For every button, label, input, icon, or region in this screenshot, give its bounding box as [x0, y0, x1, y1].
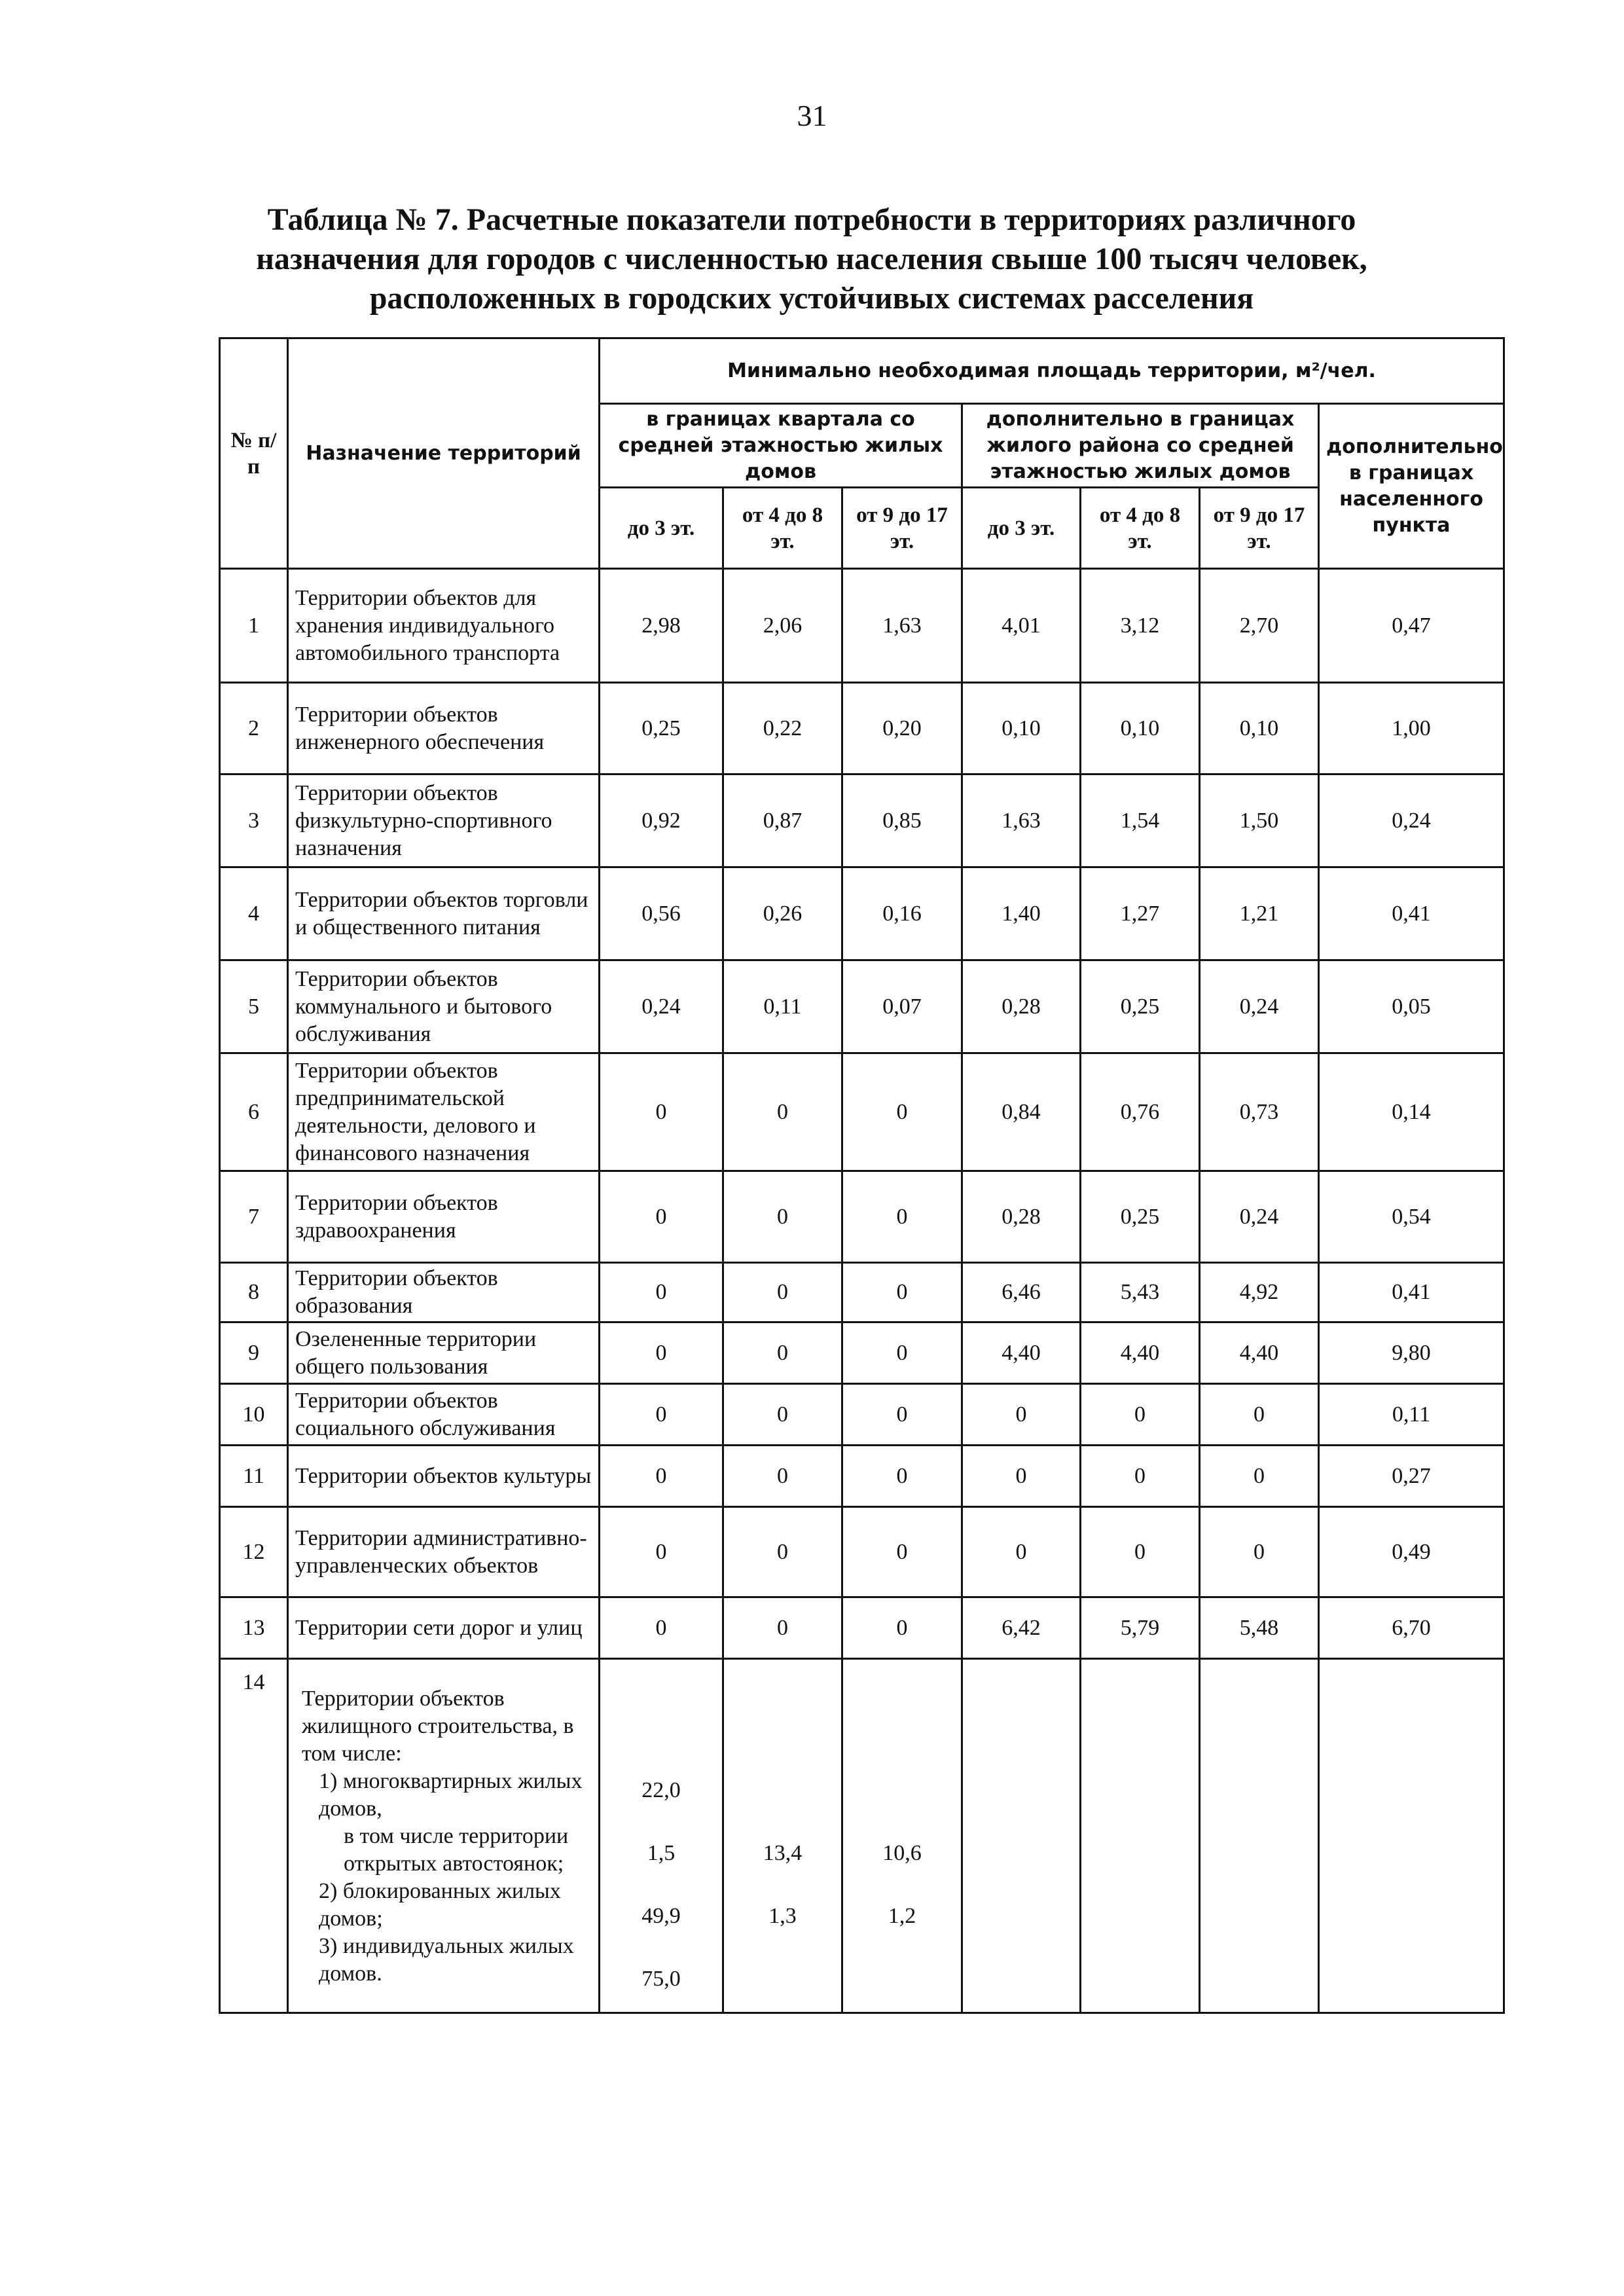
value-cell: 0,20: [842, 683, 962, 774]
table-row: [220, 1263, 1504, 1322]
value-cell: 0,28: [962, 960, 1081, 1053]
value-cell: 0,11: [1319, 1384, 1504, 1446]
value-cell: 6,70: [1319, 1597, 1504, 1659]
table-row: [220, 1384, 1504, 1446]
value-cell: 0,16: [842, 867, 962, 960]
value-cell: 0: [962, 1507, 1081, 1597]
value: 10,6: [882, 1841, 922, 1865]
value-cell: 0: [600, 1322, 723, 1384]
value-cell: 2,06: [723, 569, 842, 683]
row-number: 9: [220, 1322, 288, 1384]
table-row: [220, 1171, 1504, 1263]
norms-table: [219, 337, 1505, 2014]
value-cell: 0: [723, 1322, 842, 1384]
value-cell: 0,41: [1319, 867, 1504, 960]
header-group-quarter: в границах квартала со средней этажностью жилых домов: [600, 404, 962, 488]
value-cell: 0: [600, 1263, 723, 1322]
value-cell: 0: [600, 1053, 723, 1171]
value-cell: 0: [600, 1507, 723, 1597]
value-cell: 0: [723, 1384, 842, 1446]
value: 1,3: [768, 1904, 797, 1928]
header-group-district: дополнительно в границах жилого района со средней этажностью жилых домов: [962, 404, 1319, 488]
row-number: 10: [220, 1384, 288, 1446]
row-name: Территории объектов образования: [288, 1263, 600, 1322]
value-cell: 0: [1200, 1507, 1319, 1597]
value-cell: 1,63: [962, 774, 1081, 867]
header-floors-4-8: от 4 до 8 эт.: [723, 488, 842, 569]
value-cell: 0,07: [842, 960, 962, 1053]
header-floors-up3: до 3 эт.: [600, 488, 723, 569]
value: 49,9: [641, 1904, 681, 1928]
row-name: Территории административно-управленческих объектов: [288, 1507, 600, 1597]
table-row: [220, 867, 1504, 960]
value-cell: 0,84: [962, 1053, 1081, 1171]
value-cell: 0,92: [600, 774, 723, 867]
row-number: 2: [220, 683, 288, 774]
row-number: 12: [220, 1507, 288, 1597]
table-row: [220, 1446, 1504, 1507]
row-name: Территории объектов физкультурно-спортивного назначения: [288, 774, 600, 867]
value-cell: 3,12: [1081, 569, 1200, 683]
value: 75,0: [641, 1967, 681, 1991]
value-cell: 0,11: [723, 960, 842, 1053]
value: 13,4: [763, 1841, 803, 1865]
value-cell: 0,73: [1200, 1053, 1319, 1171]
housing-sub-parking: в том числе территории открытых автостоянок;: [344, 1824, 569, 1876]
value-cell: 0,25: [1081, 960, 1200, 1053]
header-area: Минимально необходимая площадь территории, м²/чел.: [600, 338, 1504, 404]
value-cell: 0: [723, 1507, 842, 1597]
value-cell: 0,22: [723, 683, 842, 774]
value-cell: 0: [600, 1384, 723, 1446]
value-cell: 0: [1081, 1446, 1200, 1507]
value-cell: 0,54: [1319, 1171, 1504, 1263]
value-cell: 0,05: [1319, 960, 1504, 1053]
value-cell: 0: [842, 1322, 962, 1384]
value-cell: 0: [723, 1597, 842, 1659]
header-floors-4-8: от 4 до 8 эт.: [1081, 488, 1200, 569]
value-cell: 0: [842, 1384, 962, 1446]
table-row: [220, 1597, 1504, 1659]
value-cell: 4,40: [962, 1322, 1081, 1384]
value: 22,0: [641, 1778, 681, 1802]
value-cell: [1319, 1659, 1504, 2013]
row-number: 1: [220, 569, 288, 683]
value-cell: 0: [842, 1597, 962, 1659]
header-purpose: Назначение территорий: [288, 338, 600, 569]
header-floors-9-17: от 9 до 17 эт.: [842, 488, 962, 569]
value-cell: 2,70: [1200, 569, 1319, 683]
table-row: [220, 1322, 1504, 1384]
row-number: 8: [220, 1263, 288, 1322]
value-cell: [962, 1659, 1081, 2013]
value-cell: 0: [600, 1597, 723, 1659]
value-cell: 0: [1081, 1384, 1200, 1446]
row-name: Территории объектов инженерного обеспечения: [288, 683, 600, 774]
value-cell: 0,24: [1200, 1171, 1319, 1263]
value-cell: 0: [842, 1507, 962, 1597]
page-number: 31: [797, 99, 827, 132]
value-cell: 0: [1081, 1507, 1200, 1597]
value-cell: [600, 1659, 723, 2013]
housing-sub-individual: 3) индивидуальных жилых домов.: [319, 1934, 574, 1986]
value-cell: 1,63: [842, 569, 962, 683]
value-cell: 4,92: [1200, 1263, 1319, 1322]
row-name: Озелененные территории общего пользования: [288, 1322, 600, 1384]
value-cell: 0,14: [1319, 1053, 1504, 1171]
value-cell: 0,24: [600, 960, 723, 1053]
header-floors-9-17: от 9 до 17 эт.: [1200, 488, 1319, 569]
value-cell: 0: [1200, 1384, 1319, 1446]
table-title: [196, 200, 1427, 318]
value-cell: 0: [600, 1171, 723, 1263]
value-cell: [1081, 1659, 1200, 2013]
value-cell: 4,40: [1081, 1322, 1200, 1384]
row-number: 14: [220, 1659, 288, 2013]
value-cell: 1,00: [1319, 683, 1504, 774]
value-cell: 0: [842, 1053, 962, 1171]
row-number: 13: [220, 1597, 288, 1659]
value-cell: 1,40: [962, 867, 1081, 960]
table-body: [220, 569, 1504, 1659]
value-cell: 6,42: [962, 1597, 1081, 1659]
value-cell: [842, 1659, 962, 2013]
value-cell: 1,27: [1081, 867, 1200, 960]
value-cell: 5,43: [1081, 1263, 1200, 1322]
value-cell: 0,56: [600, 867, 723, 960]
value-cell: 4,40: [1200, 1322, 1319, 1384]
value-cell: 0: [842, 1446, 962, 1507]
value-cell: 0,87: [723, 774, 842, 867]
value-cell: 0: [842, 1171, 962, 1263]
row-name: Территории объектов торговли и общественного питания: [288, 867, 600, 960]
value-cell: 0: [723, 1263, 842, 1322]
row-name: Территории объектов предпринимательской деятельности, делового и финансового назначения: [288, 1053, 600, 1171]
value-cell: 0,85: [842, 774, 962, 867]
value-cell: 5,79: [1081, 1597, 1200, 1659]
housing-sub-blocked: 2) блокированных жилых домов;: [319, 1879, 561, 1931]
header-floors-up3: до 3 эт.: [962, 488, 1081, 569]
value-cell: 0,24: [1200, 960, 1319, 1053]
table-row: [220, 683, 1504, 774]
value-cell: 0: [1200, 1446, 1319, 1507]
row-name: Территории объектов для хранения индивидуального автомобильного транспорта: [288, 569, 600, 683]
value-cell: [1200, 1659, 1319, 2013]
value-cell: 0,25: [1081, 1171, 1200, 1263]
table-row-14: [220, 1659, 1504, 2013]
value-cell: 9,80: [1319, 1322, 1504, 1384]
table-row: [220, 774, 1504, 867]
table-row: [220, 1053, 1504, 1171]
header-group-settlement: дополнительно в границах населенного пункта: [1319, 404, 1504, 569]
value-cell: 4,01: [962, 569, 1081, 683]
value-cell: 2,98: [600, 569, 723, 683]
title-line-2: назначения для городов с численностью населения свыше 100 тысяч человек,: [256, 242, 1367, 276]
row-name: [288, 1659, 600, 2013]
row-name: Территории объектов социального обслуживания: [288, 1384, 600, 1446]
row-number: 11: [220, 1446, 288, 1507]
value-cell: 0,10: [1081, 683, 1200, 774]
value-cell: 0: [723, 1171, 842, 1263]
value-cell: 0,47: [1319, 569, 1504, 683]
row-number: 4: [220, 867, 288, 960]
value-cell: 0: [723, 1053, 842, 1171]
value-cell: 0,26: [723, 867, 842, 960]
value-cell: 0,10: [1200, 683, 1319, 774]
value-cell: [723, 1659, 842, 2013]
value-cell: 0,41: [1319, 1263, 1504, 1322]
value-cell: 1,21: [1200, 867, 1319, 960]
row-name: Территории объектов коммунального и бытового обслуживания: [288, 960, 600, 1053]
table-row: [220, 569, 1504, 683]
header-num: № п/п: [220, 338, 288, 569]
value-cell: 1,50: [1200, 774, 1319, 867]
row-name: Территории сети дорог и улиц: [288, 1597, 600, 1659]
value-cell: 0: [723, 1446, 842, 1507]
value-cell: 0,76: [1081, 1053, 1200, 1171]
value-cell: 5,48: [1200, 1597, 1319, 1659]
value-cell: 6,46: [962, 1263, 1081, 1322]
value-cell: 0: [842, 1263, 962, 1322]
row-number: 3: [220, 774, 288, 867]
housing-sub-apartments: 1) многоквартирных жилых домов,: [319, 1769, 583, 1821]
row-name: Территории объектов здравоохранения: [288, 1171, 600, 1263]
housing-main-label: Территории объектов жилищного строительства, в том числе:: [302, 1686, 574, 1766]
value-cell: 0,24: [1319, 774, 1504, 867]
value-cell: 0,25: [600, 683, 723, 774]
value-cell: 0,49: [1319, 1507, 1504, 1597]
row-name: Территории объектов культуры: [288, 1446, 600, 1507]
value: 1,2: [888, 1904, 916, 1928]
value-cell: 0,10: [962, 683, 1081, 774]
value-cell: 0,27: [1319, 1446, 1504, 1507]
row-number: 7: [220, 1171, 288, 1263]
value-cell: 0: [962, 1384, 1081, 1446]
table-row: [220, 960, 1504, 1053]
row-number: 5: [220, 960, 288, 1053]
value-cell: 0,28: [962, 1171, 1081, 1263]
value-cell: 1,54: [1081, 774, 1200, 867]
row-number: 6: [220, 1053, 288, 1171]
value-cell: 0: [962, 1446, 1081, 1507]
title-line-3: расположенных в городских устойчивых системах расселения: [369, 281, 1254, 316]
table-row: [220, 1507, 1504, 1597]
title-line-1: Таблица № 7. Расчетные показатели потребности в территориях различного: [267, 202, 1356, 237]
value: 1,5: [647, 1841, 676, 1865]
value-cell: 0: [600, 1446, 723, 1507]
